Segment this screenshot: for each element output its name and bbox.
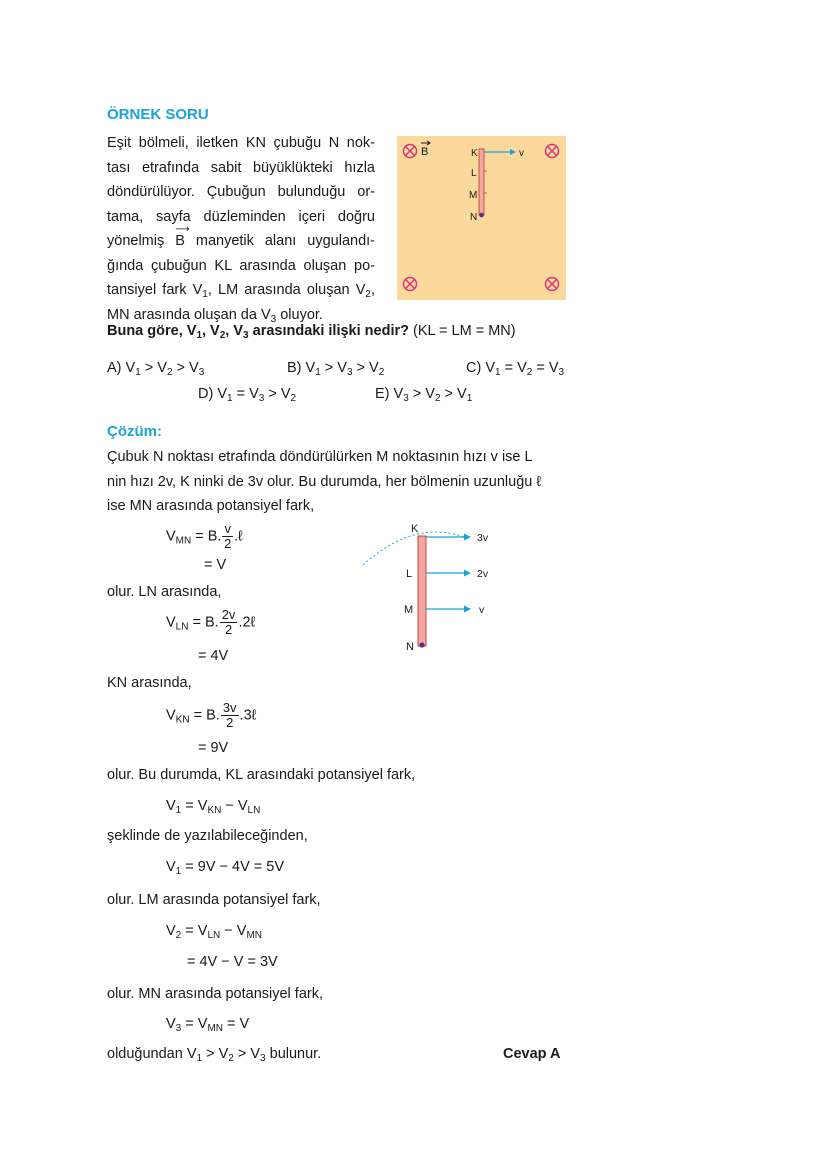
option-d[interactable]: D) $V_1 = V_3 > V_2$ bbox=[198, 386, 297, 404]
point-label-k: K bbox=[471, 148, 478, 159]
text-olur-mn: olur. MN arasında potansiyel fark, bbox=[107, 986, 323, 1002]
rod-field-diagram bbox=[397, 136, 566, 300]
text-olur-ln: olur. LN arasında, bbox=[107, 584, 222, 600]
question-line-5: yönelmiş B ⟶ manyetik alanı uygulandı- bbox=[107, 224, 375, 249]
solution-heading: Çözüm: bbox=[107, 423, 162, 440]
point-label-m: M bbox=[469, 190, 478, 201]
velocity-label-2v: 2v bbox=[477, 568, 489, 580]
equation-v1: $V_1 = V_{KN} - V_{LN}$ bbox=[166, 798, 261, 816]
point-label-l: L bbox=[471, 168, 477, 179]
option-c[interactable]: C) $V_1 = V_2 = V_3$ bbox=[466, 360, 565, 378]
option-b[interactable]: B) $V_1 > V_3 > V_2$ bbox=[287, 360, 385, 378]
question-line-2: tası etrafında sabit büyüklükteki hızla bbox=[107, 159, 375, 176]
velocity-label-3v: 3v bbox=[477, 532, 489, 544]
text-kn: KN arasında, bbox=[107, 675, 192, 691]
rod bbox=[418, 536, 426, 646]
equation-v3: $V_3 = V_{MN} = V$ bbox=[166, 1016, 250, 1034]
option-e[interactable]: E) $V_3 > V_2 > V_1$ bbox=[375, 386, 473, 404]
point-label-m: M bbox=[404, 604, 414, 616]
equation-vmn: $V_{MN} = B$. $\frac{v}{2}$ .ℓ bbox=[166, 521, 243, 551]
equation-vln-result: = 4V bbox=[198, 648, 229, 664]
solution-line-3: ise MN arasında potansiyel fark, bbox=[107, 498, 315, 514]
equation-vmn-result: = V bbox=[204, 557, 227, 573]
question-line-1: Eşit bölmeli, iletken KN çubuğu N nok- bbox=[107, 135, 375, 151]
solution-line-2: nin hızı 2v, K ninki de 3v olur. Bu durumda, her bölmenin uzunluğu ℓ bbox=[107, 473, 542, 490]
question-ask: Buna göre, $V_1$, $V_2$, $V_3$ arasındaki ilişki nedir? (KL = LM = MN) bbox=[107, 323, 516, 341]
question-line-3: döndürülüyor. Çubuğun bulunduğu or- bbox=[107, 184, 375, 200]
point-label-l: L bbox=[406, 568, 413, 580]
point-label-n: N bbox=[406, 641, 414, 653]
equation-v2-result: = 4V − V = 3V bbox=[187, 954, 278, 970]
point-label-n: N bbox=[470, 212, 478, 223]
point-label-k: K bbox=[411, 523, 419, 535]
equation-vln: $V_{LN} = B$. $\frac{2v}{2}$ .2ℓ bbox=[166, 607, 256, 637]
solution-intro bbox=[107, 445, 577, 519]
velocity-label-v: v bbox=[479, 604, 485, 616]
equation-v2: $V_2 = V_{LN} - V_{MN}$ bbox=[166, 923, 262, 941]
pivot-point bbox=[479, 213, 484, 218]
example-heading: ÖRNEK SORU bbox=[107, 106, 209, 123]
equation-v1-result: $V_1 = 9V - 4V = 5V$ bbox=[166, 859, 285, 877]
question-line-6: ğında çubuğun KL arasında oluşan po- bbox=[107, 257, 375, 274]
question-text bbox=[107, 131, 375, 327]
text-conclusion: olduğundan $V_1 > V_2 > V_3$ bulunur. bbox=[107, 1046, 322, 1064]
text-seklinde: şeklinde de yazılabileceğinden, bbox=[107, 828, 308, 844]
option-a[interactable]: A) $V_1 > V_2 > V_3$ bbox=[107, 360, 205, 378]
question-line-7: tansiyel fark $V_1$, LM arasında oluşan $V_2$, bbox=[107, 282, 375, 300]
rod-velocity-diagram bbox=[355, 520, 515, 655]
velocity-label: v bbox=[519, 148, 524, 159]
equation-vkn-result: = 9V bbox=[198, 740, 229, 756]
equation-vkn: $V_{KN} = B$. $\frac{3v}{2}$ .3ℓ bbox=[166, 700, 257, 730]
text-olur-kl: olur. Bu durumda, KL arasındaki potansiyel fark, bbox=[107, 767, 416, 783]
solution-line-1: Çubuk N noktası etrafında döndürülürken M noktasının hızı v ise L bbox=[107, 449, 533, 465]
question-line-8: MN arasında oluşan da $V_3$ oluyor. bbox=[107, 306, 323, 325]
pivot-point bbox=[419, 642, 424, 647]
text-olur-lm: olur. LM arasında potansiyel fark, bbox=[107, 892, 321, 908]
question-line-4: tama, sayfa düzleminden içeri doğru bbox=[107, 208, 375, 225]
rod bbox=[479, 149, 484, 215]
answer-label: Cevap A bbox=[503, 1046, 561, 1062]
field-label: B bbox=[421, 146, 429, 158]
